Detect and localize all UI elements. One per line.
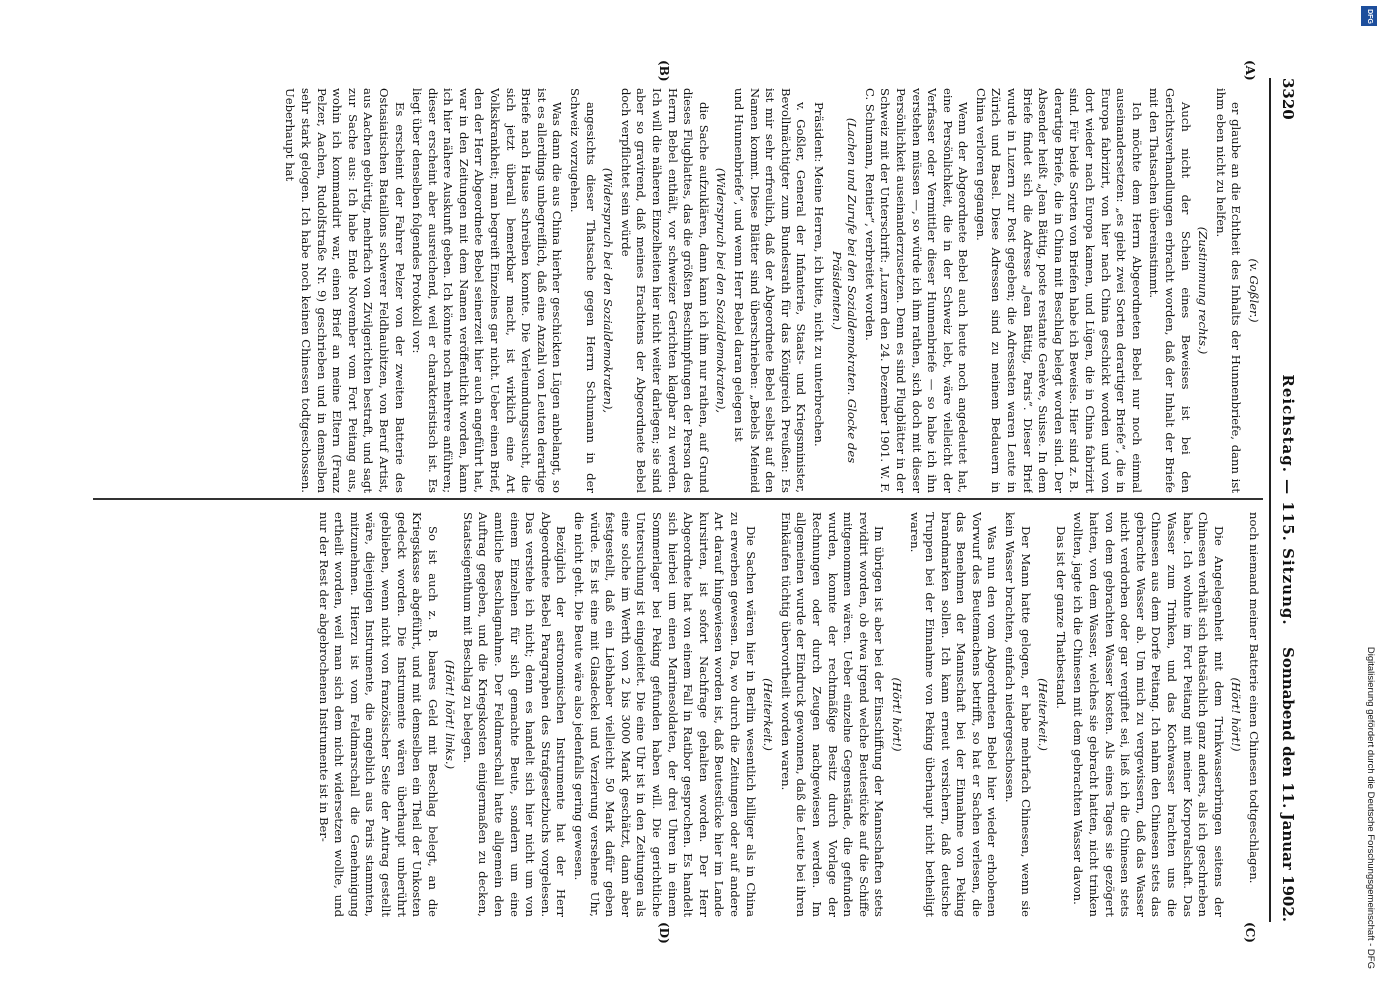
paragraph: (Hört! hört!) (1229, 677, 1244, 752)
paragraph: So ist auch z. B. baares Geld mit Beschlag belegt, an die Kriegskasse abgeführt, und mit demselben ein Theil der Unkosten gedeckt worden. Die Instrumente wären überhaupt unberührt geblieben, wenn nicht von französischer Seite der Antrag gestellt wäre, diejenigen Instrumente, die angeblich aus Paris stammten, mitzunehmen. Hierzu ist vom Feldmarschall die Genehmigung ertheilt worden, weil man sich dem nicht widersetzen wollte, und nur der Rest der abgebrochenen Instrumente ist in Ber- (316, 512, 440, 917)
paragraph: Es erscheint der Fahrer Pelzer von der zweiten Batterie des Ostasiatischen Bataillons schwerer Feldhaubitzen, von Beruf Artist, aus Aachen gebürtig, mehrfach von Zivilgerichten bestraft, und sagt zur Sache aus: Ich habe Ende November vom Fort Peitang aus, wohin ich kommandirt war, einen Brief an meine Eltern (Franz Pelzer, Aachen, Rudolfstraße Nr. 9) geschrieben und in demselben sehr stark gelogen. Ich habe noch keinen Chinesen todtgeschossen. Ueberhaupt hat (283, 88, 407, 493)
paragraph: v. Goßler, General der Infanterie, Staats- und Kriegsminister, Bevollmächtigter zum Bundesrath für das Königreich Preußen: Es ist mir sehr erfreulich, daß der Abgeordnete Bebel selbst auf den Namen kommt. Diese Blätter sind überschrieben: „Bebels Meineid und Hunnenbriefe“, und wenn Herr Bebel daran gelegen ist (732, 88, 809, 493)
paragraph: er glaube an die Echtheit des Inhalts der Hunnenbriefe, dann ist ihm eben nicht zu helfen. (1213, 88, 1244, 493)
paragraph: Im übrigen ist aber bei der Einschiffung der Mannschaften stets revidirt worden, ob etwa irgend welche Beutestücke auf die Schiffe mitgenommen wären. Ueber einzelne Gegenstände, die gefunden wurden, konnte der rechtmäßige Besitz durch Vorlage der Rechnungen oder durch Zeugen nachgewiesen werden. Im allgemeinen wurde der Eindruck gewonnen, daß die Leute bei ihren Einkäufen tüchtig übervortheilt worden waren. (778, 512, 887, 917)
paragraph: Was nun den vom Abgeordneten Bebel hier wieder erhobenen Vorwurf des Beutemachens betrifft, so hat er Sachen verlesen, die das Benehmen der Mannschaft bei der Einnahme von Peking brandmarken sollen. Ich kann erneut versichern, daß deutsche Truppen bei der Einnahme von Peking überhaupt nicht betheiligt waren. (907, 512, 1000, 917)
paragraph: Wenn der Abgeordnete Bebel auch heute noch angedeutet hat, eine Persönlichkeit, die in der Schweiz lebt, wäre vielleicht der Verfasser oder Vermittler dieser Hunnenbriefe — so habe ich ihn verstehen müssen —, so würde ich ihm rathen, sich doch mit dieser Persönlichkeit auseinanderzusetzen. Denn es sind Flugblätter in der Schweiz mit der Unterschrift: „Luzern den 24. Dezember 1901. W. F. C. Schumann, Rentier“, verbreitet worden. (862, 88, 971, 493)
paragraph: (Heiterkeit.) (761, 678, 776, 751)
paragraph: (Lachen und Zurufe bei den Sozialdemokraten. Glocke des Präsidenten.) (829, 117, 860, 464)
paragraph: Auch nicht der Schein eines Beweises ist bei den Gerichtsverhandlungen erbracht worden, daß der Inhalt der Briefe mit den Thatsachen übereinstimmt. (1147, 88, 1193, 493)
margin-mark-d: (D) (657, 922, 671, 944)
paragraph: (Widerspruch bei den Sozialdemokraten), (601, 167, 616, 414)
paragraph: Die Sachen wären hier in Berlin wesentlich billiger als in China zu erwerben gewesen. Da, wo durch die Zeitungen oder auf andere Art darauf hingewiesen worden ist, daß Beutestücke hier im Lande kursirten, ist sofort Nachfrage gehalten worden. Der Herr Abgeordnete hat von einem Fall in Ratibor gesprochen. Es handelt sich hierbei um einen Marinesoldaten, der drei Uhren in einem Sommerlager bei Peking gefunden haben will. Die gerichtliche Untersuchung ist eingeleitet. Die eine Uhr ist in den Zeitungen als eine solche im Werth von 2 bis 3000 Mark geschätzt, dann aber festgestellt, daß ein Liebhaber vielleicht 50 Mark dafür geben würde. Es ist eine mit Glasdeckel und Verzierung versehene Uhr, die nicht geht. Die Beute wäre also jedenfalls gering gewesen. (572, 512, 758, 917)
paragraph: Bezüglich der astronomischen Instrumente hat der Herr Abgeordnete Bebel Paragraphen des Strafgesetzbuchs vorgelesen. Das verstehe ich nicht; denn es handelt sich hier nicht um von einem Einzelnen für sich gemachte Beute, sondern um eine amtliche Beschlagnahme. Der Feldmarschall hatte allgemein den Auftrag gegeben, und die Kriegskosten einigermaßen zu decken, Staatseigenthum mit Beschlag zu belegen. (460, 512, 569, 917)
paragraph: noch niemand meiner Batterie einen Chinesen todtgeschlagen. (1247, 512, 1261, 884)
page-number: 3320 (1279, 78, 1297, 120)
session-date: Sonnabend den 11. Januar 1902. (1279, 647, 1297, 922)
margin-mark-b: (B) (657, 60, 671, 82)
paragraph: Die Angelegenheit mit dem Trinkwasserbringen seitens der Chinesen verhält sich thatsächlich ganz anders, als ich geschrieben habe. Ich wohnte im Fort Peitang mit meiner Korporalschaft. Das Wasser zum Trinken, und das Kochwasser brachten uns die Chinesen aus dem Dorfe Peitang. Ich nahm den Chinesen stets das gebrachte Wasser ab. Um mich zu vergewissern, daß das Wasser nicht verdorben oder gar vergiftet sei, ließ ich die Chinesen stets von dem gebrachten Wasser kosten. Als eines Tages sie gezögert hatten, von dem Wasser, welches sie gebracht hatten, nicht trinken wollten, jagte ich die Chinesen mit dem gebrachten Wasser davon. (1071, 512, 1226, 917)
right-column (91, 512, 1261, 917)
margin-mark-a: (A) (1243, 60, 1257, 81)
paragraph: (Hört! hört!) (889, 677, 904, 752)
paragraph: (Zustimmung rechts.) (1196, 226, 1211, 355)
paragraph: Präsident: Meine Herren, ich bitte, nicht zu unterbrechen. (811, 102, 826, 447)
paragraph: Der Mann hatte gelogen, er habe mehrfach Chinesen, wenn sie kein Wasser brachten, einfach niedergeschossen. (1003, 512, 1033, 917)
paragraph: angesichts dieser Thatsache gegen Herrn Schumann in der Schweiz vorzugehen. (568, 88, 598, 493)
paragraph: (Heiterkeit.) (1036, 678, 1051, 751)
header-rule (1269, 78, 1271, 922)
page-content (71, 60, 1311, 944)
paragraph: Was dann die aus China hierher geschickten Lügen anbelangt, so ist es allerdings unbegreiflich, daß eine Anzahl von Leuten derartige Briefe nach Hause schreiben konnte. Die Verleumdungssucht, die sich jetzt überall bemerkbar macht, ist wirklich eine Art Volkskrankheit; man begreift Einzelnes gar nicht. Ueber einen Brief, den der Herr Abgeordnete Bebel seinerzeit hier auch angeführt hat, war in den Zeitungen mit dem Namen veröffentlicht worden, kann ich hier nähere Auskunft geben. Ich könnte noch mehrere anführen; dieser erscheint aber ausreichend, weil er charakteristisch ist. Es liegt über denselben folgendes Protokoll vor: (410, 88, 565, 493)
paragraph: Das ist der ganze Thatbestand. (1053, 526, 1068, 709)
left-column (91, 88, 1261, 493)
dfg-logo: DFG (1361, 6, 1377, 26)
page-header (1273, 78, 1301, 922)
session-title: Reichstag. — 115. Sitzung. (1279, 374, 1297, 626)
paragraph: (Hört! hört! links.) (443, 659, 458, 770)
paragraph: die Sache aufzuklären, dann kann ich ihm nur rathen, auf Grund dieses Flugblattes, das die größten Beschimpfungen der Person des Herrn Bebel enthält, vor schweizer Gerichten klagbar zu werden. Ich will die näheren Einzelheiten hier nicht weiter darlegen; sie sind aber so gravirend, daß meines Erachtens der Abgeordnete Bebel doch verpflichtet sein würde (618, 88, 711, 493)
margin-mark-c: (C) (1243, 922, 1257, 943)
digitization-note: Digitalisierung gefördert durch die Deutsche Forschungsgemeinschaft - DFG (1365, 646, 1376, 969)
paragraph: Ich möchte dem Herrn Abgeordneten Bebel nur noch einmal auseinandersetzen: „es giebt zwei Sorten derartiger Briefe“, die in Europa fabrizirt, von hier nach China geschickt worden und von dort wieder nach Europa kamen, und Lügen, die in China fabrizirt sind. Für beide Sorten von Briefen habe ich Beweise. Hier sind z. B. derartige Briefe, die in China mit Beschlag belegt worden sind. Der Absender heißt „Jean Bättig, poste restante Genève, Suisse. In dem Briefe findet sich die Adresse „Jean Bättig, Paris“. Dieser Brief wurde in Luzern zur Post gegeben; die Adressaten waren Leute in Zürich und Basel. Diese Adressen sind zu meinem Bedauern in China verloren gegangen. (973, 88, 1144, 493)
paragraph: (v. Goßler.) (1247, 258, 1261, 323)
column-separator (93, 498, 1263, 500)
paragraph: (Widerspruch bei den Sozialdemokraten), (714, 167, 729, 414)
